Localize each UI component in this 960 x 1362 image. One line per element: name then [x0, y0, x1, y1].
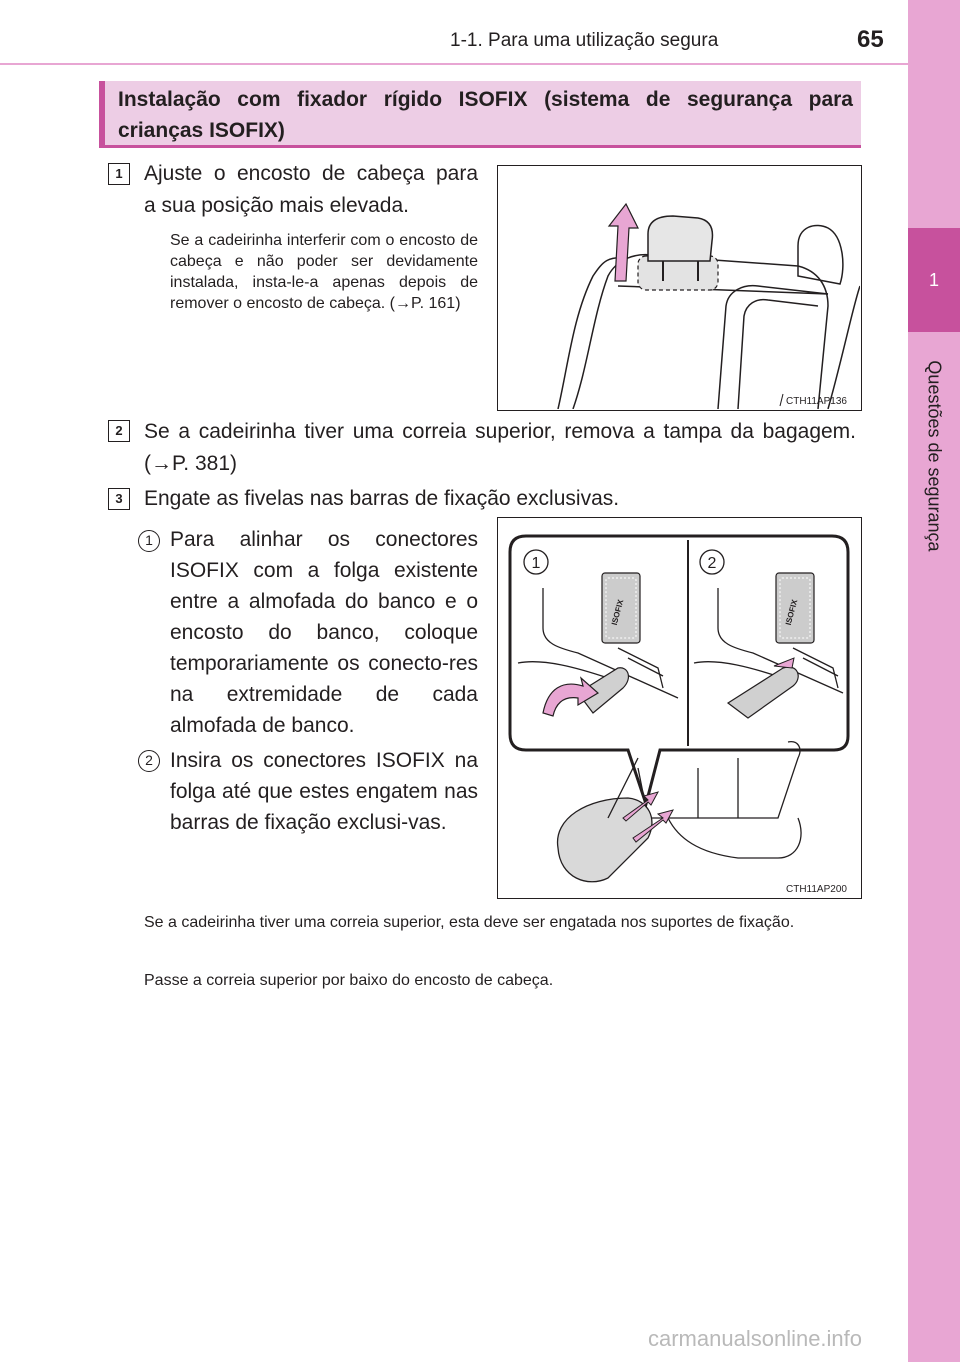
callout-2-label: 2: [707, 555, 717, 572]
chapter-title: Questões de segurança: [924, 360, 945, 552]
chapter-side-tab: [908, 0, 960, 1362]
isofix-figure: [497, 517, 862, 899]
headrest-illustration: [498, 166, 860, 409]
chapter-number: 1: [908, 228, 960, 332]
figure-2-code: CTH11AP200: [786, 884, 847, 895]
page-number: 65: [857, 26, 884, 53]
substep-number-1: 1: [138, 530, 160, 552]
step-number-2: 2: [108, 420, 130, 442]
step-number-3: 3: [108, 488, 130, 510]
watermark: carmanualsonline.info: [648, 1326, 863, 1351]
step-1-line-1: Ajuste o encosto de cabeça para: [144, 162, 478, 185]
isofix-label-left: ISOFIX: [609, 598, 626, 627]
figure-1-code: CTH11AP136: [786, 396, 847, 407]
substep-number-2: 2: [138, 750, 160, 772]
isofix-label-right: ISOFIX: [783, 598, 800, 627]
step-2-text: Se a cadeirinha tiver uma correia superior, remova a tampa da bagagem. (→P. 381): [144, 420, 856, 475]
headrest-figure: [497, 165, 862, 411]
substep-2-text: Insira os conectores ISOFIX na folga até que estes engatem nas barras de fixação exclusi-vas.: [170, 749, 478, 834]
callout-1-label: 1: [531, 555, 541, 572]
isofix-illustration: [498, 518, 860, 897]
header-rule: [0, 63, 908, 65]
step-1-text: [144, 158, 478, 222]
note-1: Se a cadeirinha tiver uma correia superior, esta deve ser engatada nos suportes de fixação.: [144, 914, 795, 931]
step-1-line-2: a sua posição mais elevada.: [144, 194, 409, 217]
section-title: Instalação com fixador rígido ISOFIX (sistema de segurança para crianças ISOFIX): [118, 88, 853, 142]
up-arrow-icon: [609, 204, 638, 281]
substep-1-text: Para alinhar os conectores ISOFIX com a folga existente entre a almofada do banco e o encosto do banco, coloque temporariamente os conecto-res na extremidade de cada almofada de banco.: [170, 528, 478, 737]
step-1-note: Se a cadeirinha interferir com o encosto de cabeça e não poder ser devidamente instalada, insta-le-a apenas depois de remover o encosto de cabeça. (→P. 161): [170, 232, 478, 312]
step-number-1: 1: [108, 163, 130, 185]
note-2: Passe a correia superior por baixo do encosto de cabeça.: [144, 972, 554, 989]
step-3-text: Engate as fivelas nas barras de fixação exclusivas.: [144, 487, 620, 510]
running-head: 1-1. Para uma utilização segura: [450, 30, 719, 51]
